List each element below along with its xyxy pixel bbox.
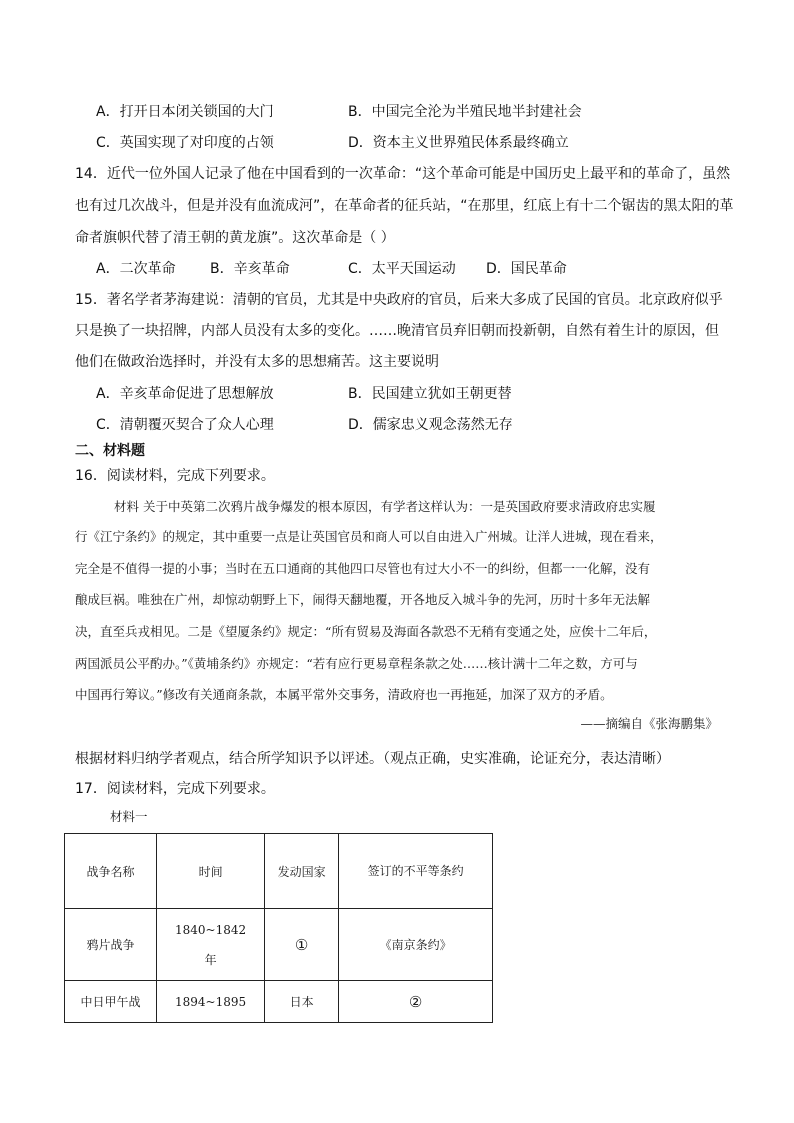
- q15-option-d: D．儒家忠义观念荡然无存: [348, 417, 513, 433]
- table-header-cell: 时间: [157, 834, 265, 909]
- q16-material-line-7: 中国再行筹议。”修改有关通商条款，本属平常外交事务，清政府也一再拖延，加深了双方的矛盾。: [75, 687, 613, 702]
- q14-option-a: A．二次革命: [96, 261, 176, 277]
- table-cell: 中日甲午战: [65, 981, 157, 1023]
- q14-stem-line-1: 14．近代一位外国人记录了他在中国看到的一次革命：“这个革命可能是中国历史上最平和的革命了，虽然: [75, 166, 731, 182]
- q17-stem: 17．阅读材料，完成下列要求。: [75, 781, 275, 797]
- q16-source: ——摘编自《张海鹏集》: [580, 716, 718, 731]
- q15-option-b: B．民国建立犹如王朝更替: [348, 386, 512, 402]
- section-heading: 二、材料题: [75, 443, 145, 459]
- war-treaty-table: [64, 833, 493, 1023]
- table-row: [65, 909, 493, 981]
- q16-question: 根据材料归纳学者观点，结合所学知识予以评述。（观点正确，史实准确，论证充分，表达清晰）: [75, 751, 670, 767]
- q16-material-line-5: 决，直至兵戎相见。二是《望厦条约》规定：“所有贸易及海面各款恐不无稍有变通之处，应俟十二年后，: [75, 624, 657, 639]
- table-cell: 《南京条约》: [339, 909, 493, 981]
- q17-material-label: 材料一: [110, 809, 148, 824]
- q16-material-line-1: 材料 关于中英第二次鸦片战争爆发的根本原因，有学者这样认为：一是英国政府要求清政府忠实履: [114, 499, 656, 514]
- table-cell: 鸦片战争: [65, 909, 157, 981]
- table-cell: 日本: [265, 981, 339, 1023]
- q15-option-a: A．辛亥革命促进了思想解放: [96, 386, 274, 402]
- q13-option-a: A．打开日本闭关锁国的大门: [96, 104, 274, 120]
- table-cell: 1894~1895: [157, 981, 265, 1023]
- table-header-cell: 签订的不平等条约: [339, 834, 493, 909]
- q16-material-line-6: 两国派员公平酌办。”《黄埔条约》亦规定：“若有应行更易章程条款之处……核计满十二年之数，方可与: [75, 656, 638, 671]
- q14-option-b: B．辛亥革命: [210, 261, 290, 277]
- q16-material-line-3: 完全是不值得一提的小事；当时在五口通商的其他四口尽管也有过大小不一的纠纷，但都一一化解，没有: [75, 561, 651, 576]
- table-header-row: [65, 834, 493, 909]
- q14-stem-line-3: 命者旗帜代替了清王朝的黄龙旗”。这次革命是（ ）: [75, 230, 395, 246]
- table-header-cell: 战争名称: [65, 834, 157, 909]
- q14-option-c: C．太平天国运动: [348, 261, 456, 277]
- table-cell: 1840~1842年: [157, 909, 265, 981]
- q16-stem: 16．阅读材料，完成下列要求。: [75, 468, 275, 484]
- table-cell: ①: [265, 909, 339, 981]
- q16-material-line-4: 酿成巨祸。唯独在广州，却惊动朝野上下，闹得天翻地覆，开各地反入城斗争的先河，历时十多年无法解: [75, 592, 651, 607]
- q15-option-c: C．清朝覆灭契合了众人心理: [96, 417, 274, 433]
- q13-option-c: C．英国实现了对印度的占领: [96, 135, 274, 151]
- table-cell: ②: [339, 981, 493, 1023]
- q14-option-d: D．国民革命: [486, 261, 567, 277]
- q16-material-line-2: 行《江宁条约》的规定，其中重要一点是让英国官员和商人可以自由进入广州城。让洋人进城，现在看来，: [75, 529, 663, 544]
- q13-option-b: B．中国完全沦为半殖民地半封建社会: [348, 104, 582, 120]
- q15-stem-line-3: 他们在做政治选择时，并没有太多的思想痛苦。这主要说明: [75, 354, 439, 370]
- q15-stem-line-2: 只是换了一块招牌，内部人员没有太多的变化。……晚清官员弃旧朝而投新朝，自然有着生计的原因，但: [75, 323, 719, 339]
- q14-stem-line-2: 也有过几次战斗，但是并没有血流成河”，在革命者的征兵站，“在那里，红底上有十二个锯齿的黑太阳的革: [75, 198, 734, 214]
- q13-option-d: D．资本主义世界殖民体系最终确立: [348, 135, 569, 151]
- table-header-cell: 发动国家: [265, 834, 339, 909]
- table-row: [65, 981, 493, 1023]
- q15-stem-line-1: 15．著名学者茅海建说：清朝的官员，尤其是中央政府的官员，后来大多成了民国的官员。北京政府似乎: [75, 292, 723, 308]
